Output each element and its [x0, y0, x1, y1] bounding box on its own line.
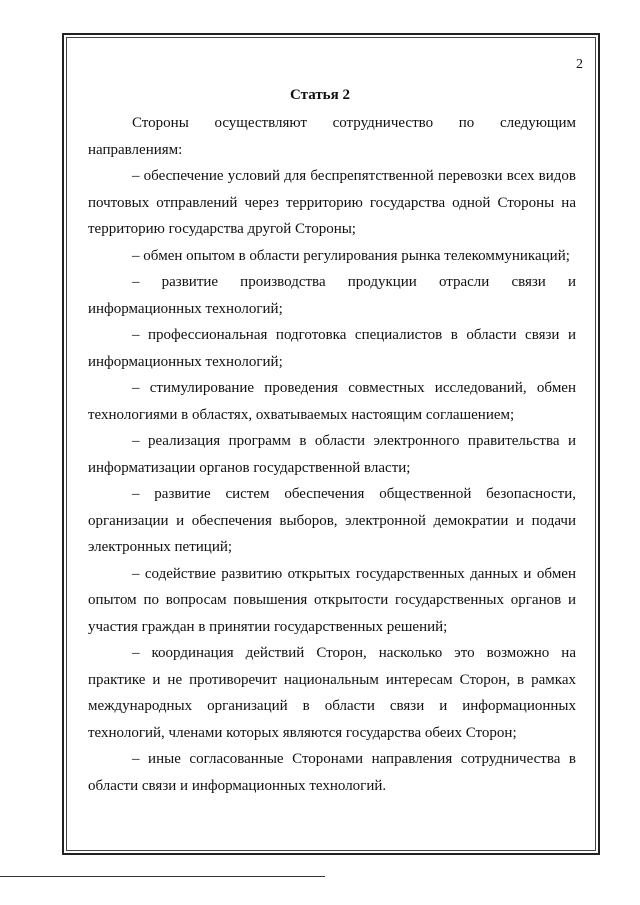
article-body — [88, 110, 576, 799]
list-item: – иные согласованные Сторонами направления сотрудничества в области связи и информационных технологий. — [88, 751, 576, 794]
article-title: Статья 2 — [290, 87, 350, 103]
list-item: – содействие развитию открытых государственных данных и обмен опытом по вопросам повышения открытости государственных органов и участия граждан в принятии государственных решений; — [88, 565, 576, 635]
list-item: – развитие производства продукции отрасли связи и информационных технологий; — [88, 274, 576, 317]
intro-paragraph: Стороны осуществляют сотрудничество по следующим направлениям: — [88, 115, 576, 158]
list-item: – обмен опытом в области регулирования рынка телекоммуникаций; — [132, 247, 570, 264]
bottom-rule — [0, 876, 325, 877]
list-item: – профессиональная подготовка специалистов в области связи и информационных технологий; — [88, 327, 576, 370]
list-item: – реализация программ в области электронного правительства и информатизации органов государственной власти; — [88, 433, 576, 476]
list-item: – координация действий Сторон, насколько это возможно на практике и не противоречит национальным интересам Сторон, в рамках международных организаций в области связи и информационных технологий, членами которых являются государства обеих Сторон; — [88, 645, 576, 741]
list-item: – развитие систем обеспечения общественной безопасности, организации и обеспечения выборов, электронной демократии и подачи электронных петиций; — [88, 486, 576, 555]
list-item: – обеспечение условий для беспрепятственной перевозки всех видов почтовых отправлений через территорию государства одной Стороны на территорию государства другой Стороны; — [88, 168, 576, 237]
list-item: – стимулирование проведения совместных исследований, обмен технологиями в областях, охватываемых настоящим соглашением; — [88, 380, 576, 423]
page-number: 2 — [576, 57, 583, 72]
